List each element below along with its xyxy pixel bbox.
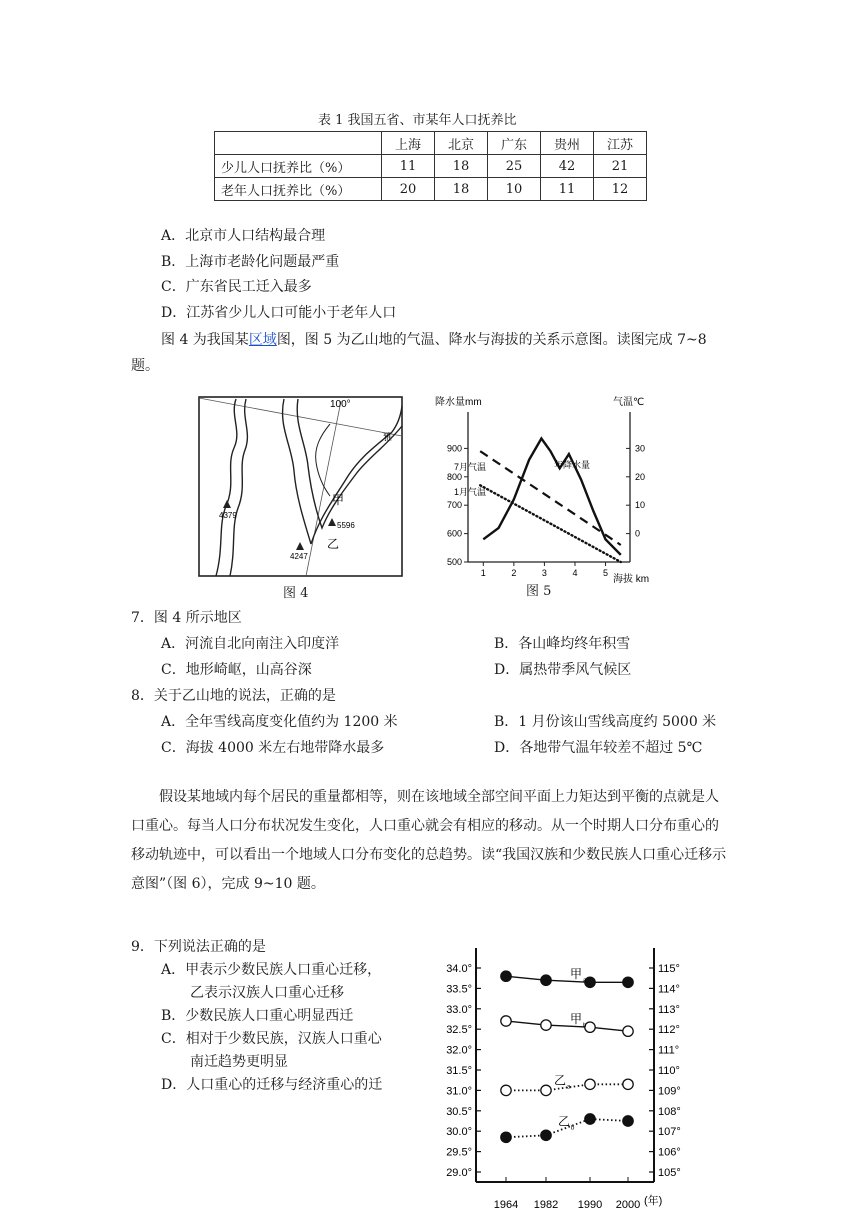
intro-text-after: 图，图 5 为乙山地的气温、降水与海拔的关系示意图。读图完成 7~8 <box>276 332 707 348</box>
table-cell: 12 <box>594 178 647 201</box>
data-point-3 <box>585 1114 595 1124</box>
table-row <box>215 155 647 178</box>
series-label-sub: b <box>583 1023 587 1030</box>
data-point-1 <box>585 1022 595 1032</box>
q9-option-d: D．人口重心的迁移与经济重心的迁 <box>161 1077 383 1093</box>
x-tick-label: 2 <box>511 568 517 578</box>
data-point-0 <box>541 975 551 985</box>
y-left-tick-label: 32.5° <box>446 1024 472 1037</box>
data-point-2 <box>541 1085 551 1095</box>
q9-option-b: B．少数民族人口重心明显西迁 <box>161 1008 354 1024</box>
y-right-tick-label: 0 <box>635 528 641 539</box>
series-label-january: 1月气温 <box>454 487 487 497</box>
q6-option-b: B．上海市老龄化问题最严重 <box>161 254 340 270</box>
table-cell: 20 <box>382 178 435 201</box>
table-col-header: 贵州 <box>541 132 594 155</box>
data-point-1 <box>623 1026 633 1036</box>
peak-label: 4247 <box>290 552 308 561</box>
intro-7-8-line2: 题。 <box>131 358 159 374</box>
q7-option-a: A．河流自北向南注入印度洋 <box>161 636 340 652</box>
table-cell: 25 <box>488 155 541 178</box>
x-tick-label: 5 <box>603 568 609 578</box>
q6-option-a: A．北京市人口结构最合理 <box>161 228 326 244</box>
q9-option-a-cont: 乙表示汉族人口重心迁移 <box>190 985 344 1001</box>
y-right-tick-label: 115° <box>658 963 680 975</box>
q8-option-d: D．各地带气温年较差不超过 5℃ <box>494 740 703 756</box>
y-right-tick-label: 110° <box>658 1065 680 1077</box>
intro-7-8 <box>161 330 707 350</box>
q9-option-c-cont: 南迁趋势更明显 <box>190 1054 288 1070</box>
river-label: 雅 <box>383 432 393 442</box>
y-right-tick-label: 108° <box>658 1105 681 1118</box>
data-point-2 <box>585 1079 595 1089</box>
y-left-tick-label: 800 <box>446 471 462 482</box>
series-label-sub: a <box>583 978 587 985</box>
data-point-0 <box>501 971 511 981</box>
series-label-july: 7月气温 <box>454 462 487 472</box>
y-left-tick-label: 33.0° <box>446 1003 472 1016</box>
data-point-3 <box>501 1132 511 1142</box>
series-label-sub: a <box>567 1084 571 1091</box>
y-left-tick-label: 30.0° <box>446 1126 472 1139</box>
y-left-tick-label: 900 <box>446 443 462 454</box>
data-point-0 <box>585 977 595 987</box>
table1 <box>214 131 647 201</box>
data-point-2 <box>623 1079 633 1089</box>
label-yi: 乙 <box>327 537 340 551</box>
y-left-tick-label: 34.0° <box>446 963 472 975</box>
fig5-caption: 图 5 <box>526 584 552 599</box>
table-header-row <box>215 132 647 155</box>
series-label: 甲 <box>570 1012 583 1027</box>
intro-text-before: 图 4 为我国某 <box>161 332 249 348</box>
fig4-map <box>196 396 406 580</box>
table-col-header: 江苏 <box>594 132 647 155</box>
table-cell: 18 <box>435 155 488 178</box>
q8-stem: 8．关于乙山地的说法，正确的是 <box>131 688 336 704</box>
y-right-tick-label: 10 <box>635 500 646 511</box>
table-corner-cell <box>215 132 382 155</box>
data-point-0 <box>623 977 633 987</box>
y-left-tick-label: 31.0° <box>446 1085 472 1098</box>
y-right-tick-label: 106° <box>658 1146 681 1159</box>
y-left-tick-label: 32.0° <box>446 1044 472 1057</box>
y-left-tick-label: 700 <box>446 500 462 511</box>
x-tick-label: 1964 <box>493 1199 519 1211</box>
y-right-tick-label: 114° <box>658 983 680 996</box>
data-point-3 <box>541 1130 551 1140</box>
y-right-tick-label: 20 <box>635 471 646 482</box>
q6-option-d: D．江苏省少儿人口可能小于老年人口 <box>161 305 397 321</box>
x-tick-label: 2000 <box>615 1199 641 1211</box>
table-col-header: 北京 <box>435 132 488 155</box>
table-cell: 11 <box>382 155 435 178</box>
table-cell: 42 <box>541 155 594 178</box>
series-label-sub: b <box>571 1125 575 1132</box>
y-left-tick-label: 29.0° <box>446 1167 472 1179</box>
x-tick-label: 3 <box>541 568 547 578</box>
row-label: 老年人口抚养比（%） <box>215 178 382 201</box>
y-left-axis-label: 降水量mm <box>435 397 482 408</box>
y-right-tick-label: 105° <box>658 1167 681 1179</box>
q7-option-d: D．属热带季风气候区 <box>494 662 632 678</box>
series-line-1 <box>506 1021 628 1031</box>
y-left-tick-label: 33.5° <box>446 983 472 996</box>
data-point-2 <box>501 1085 511 1095</box>
table-col-header: 上海 <box>382 132 435 155</box>
fig4-caption: 图 4 <box>283 586 309 601</box>
longitude-label: 100° <box>330 399 351 410</box>
q7-option-c: C．地形崎岖，山高谷深 <box>161 662 312 678</box>
q8-option-b: B．1 月份该山雪线高度约 5000 米 <box>494 714 717 730</box>
y-right-tick-label: 111° <box>658 1044 680 1057</box>
x-axis-label: 海拔 km <box>613 574 650 585</box>
y-left-tick-label: 500 <box>446 557 462 567</box>
row-label: 少儿人口抚养比（%） <box>215 155 382 178</box>
y-right-tick-label: 30 <box>635 443 646 454</box>
data-point-1 <box>541 1020 551 1030</box>
x-tick-label: 1990 <box>577 1199 603 1211</box>
x-unit-label: (年) <box>644 1195 663 1207</box>
q9-option-a: A．甲表示少数民族人口重心迁移， <box>161 962 382 978</box>
x-tick-label: 1 <box>480 568 486 578</box>
peak-label: 4379 <box>219 511 237 520</box>
series-label: 甲 <box>570 967 583 982</box>
q9-option-c: C．相对于少数民族，汉族人口重心 <box>161 1031 382 1047</box>
series-label: 乙 <box>554 1073 567 1088</box>
table-cell: 21 <box>594 155 647 178</box>
x-tick-label: 1982 <box>533 1199 559 1211</box>
table-row <box>215 178 647 201</box>
y-right-axis-label: 气温℃ <box>613 397 645 408</box>
series-line-0 <box>506 976 628 985</box>
table-cell: 11 <box>541 178 594 201</box>
region-link[interactable]: 区域 <box>248 332 277 348</box>
series-label: 乙 <box>558 1114 571 1129</box>
fig6-chart <box>430 940 700 1216</box>
y-right-tick-label: 109° <box>658 1085 681 1098</box>
series-line-0 <box>483 439 621 555</box>
table-col-header: 广东 <box>488 132 541 155</box>
y-left-tick-label: 31.5° <box>446 1065 472 1077</box>
data-point-3 <box>623 1116 633 1126</box>
x-tick-label: 4 <box>572 568 578 578</box>
q7-option-b: B．各山峰均终年积雪 <box>494 636 631 652</box>
peak-label: 5596 <box>337 521 355 530</box>
y-left-tick-label: 600 <box>446 528 462 539</box>
y-right-tick-label: 113° <box>658 1003 680 1016</box>
q7-stem: 7．图 4 所示地区 <box>131 610 242 626</box>
q8-option-a: A．全年雪线高度变化值约为 1200 米 <box>161 714 398 730</box>
label-jia: 甲 <box>332 493 345 507</box>
series-label-precip: 年降水量 <box>554 460 591 470</box>
data-point-1 <box>501 1016 511 1026</box>
passage-9-10: 假设某地域内每个居民的重量都相等，则在该地域全部空间平面上力矩达到平衡的点就是人口重心。每当人口分布状况发生变化，人口重心就会有相应的移动。从一个时期人口分布重心的移动轨迹中，可以看出一个地域人口分布变化的总趋势。读“我国汉族和少数民族人口重心迁移示意图”（图 6），完成 9~10 题。 <box>131 789 727 892</box>
table1-title: 表 1 我国五省、市某年人口抚养比 <box>318 113 517 128</box>
q9-stem: 9．下列说法正确的是 <box>131 939 266 955</box>
q6-option-c: C．广东省民工迁入最多 <box>161 279 312 295</box>
q8-option-c: C．海拔 4000 米左右地带降水最多 <box>161 740 385 756</box>
y-right-tick-label: 107° <box>658 1126 681 1139</box>
y-right-tick-label: 112° <box>658 1024 680 1037</box>
y-left-tick-label: 30.5° <box>446 1105 472 1118</box>
table-cell: 18 <box>435 178 488 201</box>
y-left-tick-label: 29.5° <box>446 1146 472 1159</box>
fig5-chart <box>430 390 670 590</box>
table-cell: 10 <box>488 178 541 201</box>
